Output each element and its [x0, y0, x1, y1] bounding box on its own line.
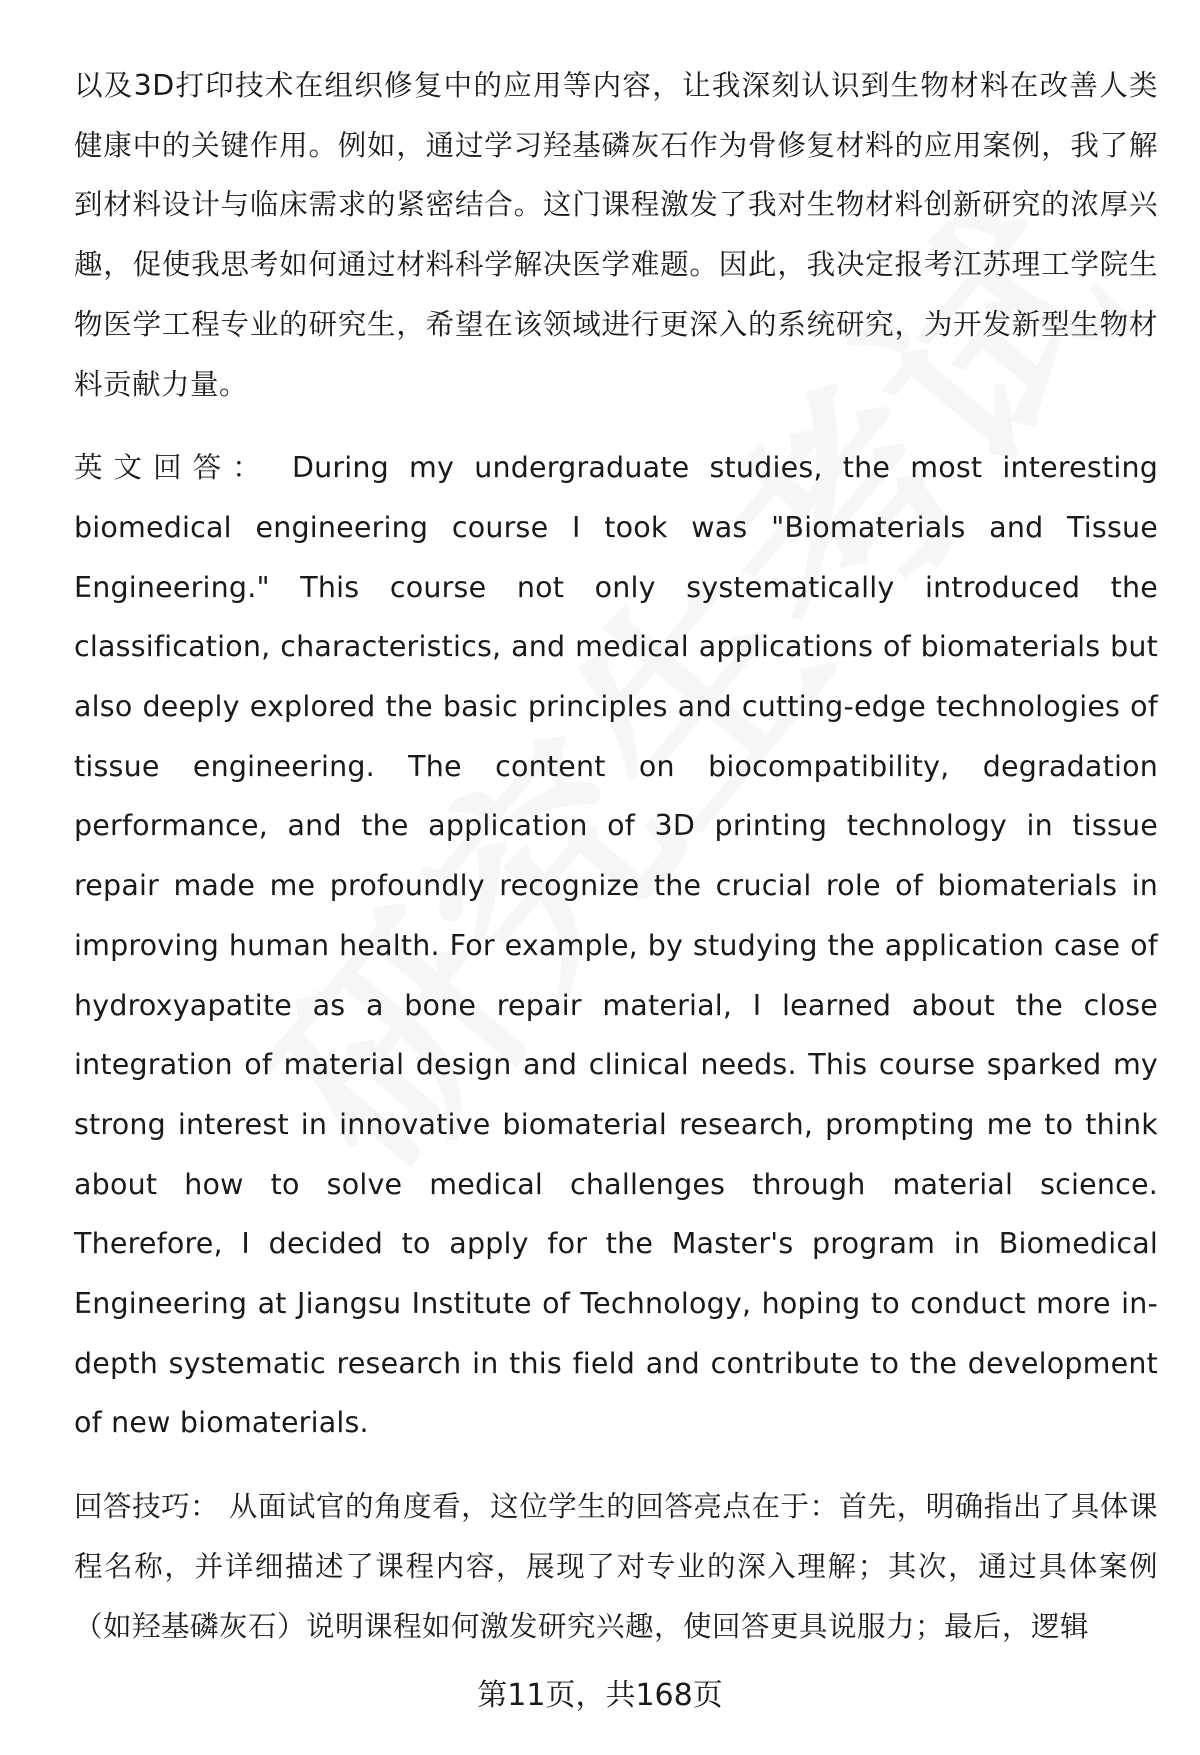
english-answer-paragraph — [74, 438, 1158, 1453]
continuation-text: 以及3D打印技术在组织修复中的应用等内容，让我深刻认识到生物材料在改善人类健康中的关键作用。例如，通过学习羟基磷灰石作为骨修复材料的应用案例，我了解到材料设计与临床需求的紧密结合。这门课程激发了我对生物材料创新研究的浓厚兴趣，促使我思考如何通过材料科学解决医学难题。因此，我决定报考江苏理工学院生物医学工程专业的研究生，希望在该领域进行更深入的系统研究，为开发新型生物材料贡献力量。 — [74, 69, 1158, 401]
tips-paragraph — [74, 1477, 1158, 1656]
tips-text: 从面试官的角度看，这位学生的回答亮点在于：首先，明确指出了具体课程名称，并详细描述了课程内容，展现了对专业的深入理解；其次，通过具体案例（如羟基磷灰石）说明课程如何激发研究兴趣，使回答更具说服力；最后，逻辑 — [74, 1490, 1158, 1643]
continuation-paragraph — [74, 56, 1158, 414]
english-answer-label: 英文回答： — [74, 451, 272, 485]
english-answer-text: During my undergraduate studies, the most interesting biomedical engineering course I took was "Biomaterials and Tissue Engineering." This course not only systematically introduced the classification, characteristics, and medical applications of biomaterials but also deeply explored the basic principles and cutting-edge technologies of tissue engineering. The content on biocompatibility, degradation performance, and the application of 3D printing technology in tissue repair made me profoundly recognize the crucial role of biomaterials in improving human health. For example, by studying the application case of hydroxyapatite as a bone repair material, I learned about the close integration of material design and clinical needs. This course sparked my strong interest in innovative biomaterial research, prompting me to think about how to solve medical challenges through material science. Therefore, I decided to apply for the Master's program in Biomedical Engineering at Jiangsu Institute of Technology, hoping to conduct more in-depth systematic research in this field and contribute to the development of new biomaterials. — [74, 451, 1158, 1440]
tips-label: 回答技巧： — [74, 1490, 220, 1524]
page-footer: 第11页，共168页 — [477, 1678, 723, 1713]
document-page — [74, 56, 1158, 1656]
